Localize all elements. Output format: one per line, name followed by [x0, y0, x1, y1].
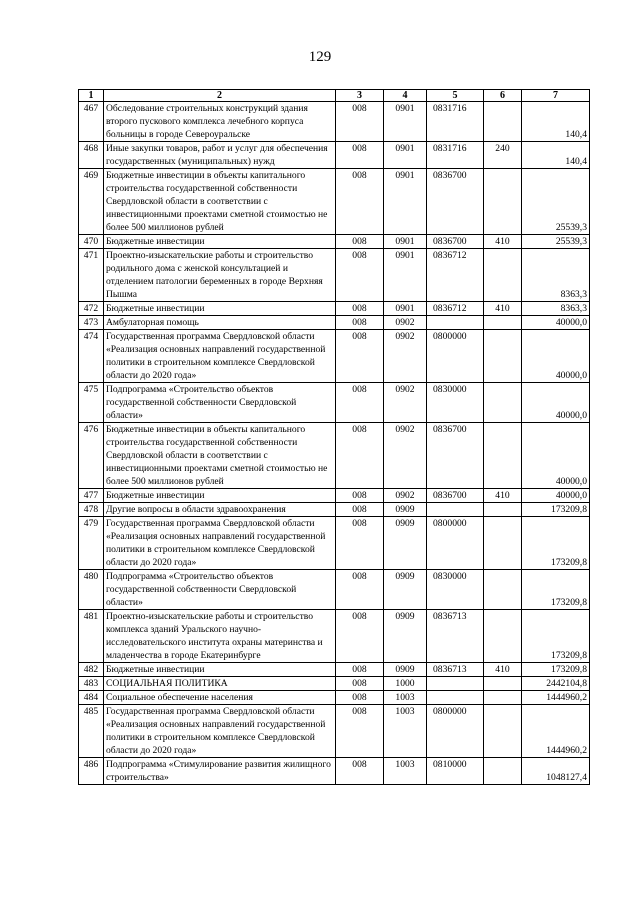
row-amount-cell: 1048127,4: [522, 758, 590, 785]
row-target-article-cell: 0810000: [427, 758, 484, 785]
row-expense-type-cell: [484, 677, 522, 691]
row-target-article-cell: 0831716: [427, 142, 484, 169]
row-target-article-cell: 0836712: [427, 249, 484, 302]
row-code-ministry-cell: 008: [336, 169, 384, 235]
row-section-cell: 0909: [384, 610, 427, 663]
row-section-cell: 1003: [384, 691, 427, 705]
row-amount-cell: 140,4: [522, 142, 590, 169]
header-cell: 2: [104, 90, 336, 102]
row-expense-type-cell: [484, 610, 522, 663]
header-cell: 6: [484, 90, 522, 102]
table-row: [79, 517, 590, 570]
row-name-cell: СОЦИАЛЬНАЯ ПОЛИТИКА: [104, 677, 336, 691]
row-name-cell: Другие вопросы в области здравоохранения: [104, 503, 336, 517]
row-expense-type-cell: 410: [484, 489, 522, 503]
row-expense-type-cell: [484, 705, 522, 758]
row-amount-cell: 40000,0: [522, 489, 590, 503]
row-target-article-cell: 0836700: [427, 489, 484, 503]
row-target-article-cell: 0830000: [427, 570, 484, 610]
row-code-ministry-cell: 008: [336, 235, 384, 249]
row-section-cell: 0901: [384, 102, 427, 142]
row-name-cell: Бюджетные инвестиции: [104, 235, 336, 249]
row-amount-cell: 1444960,2: [522, 691, 590, 705]
page-number: 129: [308, 49, 332, 65]
row-expense-type-cell: [484, 249, 522, 302]
row-amount-cell: 40000,0: [522, 383, 590, 423]
row-section-cell: 0902: [384, 489, 427, 503]
row-code-ministry-cell: 008: [336, 570, 384, 610]
row-number-cell: 481: [79, 610, 104, 663]
table-body: [79, 102, 590, 785]
row-expense-type-cell: 410: [484, 235, 522, 249]
row-amount-cell: 40000,0: [522, 316, 590, 330]
table-row: [79, 423, 590, 489]
row-name-cell: Социальное обеспечение населения: [104, 691, 336, 705]
row-name-cell: Проектно-изыскательские работы и строительство родильного дома с женской консультацией и отделением патологии беременных в городе Верхняя Пышма: [104, 249, 336, 302]
row-amount-cell: 25539,3: [522, 169, 590, 235]
table-row: [79, 102, 590, 142]
row-code-ministry-cell: 008: [336, 705, 384, 758]
row-name-cell: Бюджетные инвестиции в объекты капитального строительства государственной собственности Свердловской области в соответствии с инвестиционными проектами сметной стоимостью не более 500 миллионов рублей: [104, 169, 336, 235]
row-name-cell: Амбулаторная помощь: [104, 316, 336, 330]
row-target-article-cell: 0836700: [427, 169, 484, 235]
row-section-cell: 0909: [384, 663, 427, 677]
row-number-cell: 469: [79, 169, 104, 235]
row-number-cell: 474: [79, 330, 104, 383]
row-section-cell: 0901: [384, 235, 427, 249]
row-target-article-cell: [427, 677, 484, 691]
row-name-cell: Бюджетные инвестиции в объекты капитального строительства государственной собственности Свердловской области в соответствии с инвестиционными проектами сметной стоимостью не более 500 миллионов рублей: [104, 423, 336, 489]
row-code-ministry-cell: 008: [336, 489, 384, 503]
table-row: [79, 489, 590, 503]
row-code-ministry-cell: 008: [336, 249, 384, 302]
row-number-cell: 472: [79, 302, 104, 316]
budget-table: [78, 89, 590, 785]
row-code-ministry-cell: 008: [336, 102, 384, 142]
row-amount-cell: 173209,8: [522, 503, 590, 517]
table-row: [79, 503, 590, 517]
row-name-cell: Государственная программа Свердловской области «Реализация основных направлений государственной политики в строительном комплексе Свердловской области до 2020 года»: [104, 705, 336, 758]
row-number-cell: 471: [79, 249, 104, 302]
row-expense-type-cell: [484, 383, 522, 423]
row-section-cell: 1000: [384, 677, 427, 691]
row-number-cell: 484: [79, 691, 104, 705]
row-section-cell: 0902: [384, 423, 427, 489]
row-name-cell: Бюджетные инвестиции: [104, 489, 336, 503]
row-code-ministry-cell: 008: [336, 503, 384, 517]
table-row: [79, 235, 590, 249]
row-expense-type-cell: [484, 503, 522, 517]
table-row: [79, 302, 590, 316]
row-amount-cell: 8363,3: [522, 302, 590, 316]
row-code-ministry-cell: 008: [336, 517, 384, 570]
row-section-cell: 0909: [384, 517, 427, 570]
row-amount-cell: 40000,0: [522, 423, 590, 489]
row-number-cell: 486: [79, 758, 104, 785]
row-section-cell: 0901: [384, 249, 427, 302]
table-row: [79, 316, 590, 330]
row-amount-cell: 25539,3: [522, 235, 590, 249]
row-code-ministry-cell: 008: [336, 330, 384, 383]
row-section-cell: 1003: [384, 758, 427, 785]
row-number-cell: 473: [79, 316, 104, 330]
row-number-cell: 482: [79, 663, 104, 677]
row-code-ministry-cell: 008: [336, 302, 384, 316]
row-expense-type-cell: 240: [484, 142, 522, 169]
row-name-cell: Подпрограмма «Стимулирование развития жилищного строительства»: [104, 758, 336, 785]
row-section-cell: 0909: [384, 570, 427, 610]
row-target-article-cell: 0836713: [427, 663, 484, 677]
header-cell: 1: [79, 90, 104, 102]
row-section-cell: 0909: [384, 503, 427, 517]
row-section-cell: 0901: [384, 142, 427, 169]
table-row: [79, 610, 590, 663]
table-row: [79, 677, 590, 691]
row-code-ministry-cell: 008: [336, 663, 384, 677]
row-number-cell: 476: [79, 423, 104, 489]
row-code-ministry-cell: 008: [336, 383, 384, 423]
table-header-row: [79, 90, 590, 102]
row-amount-cell: 140,4: [522, 102, 590, 142]
row-number-cell: 483: [79, 677, 104, 691]
row-name-cell: Бюджетные инвестиции: [104, 663, 336, 677]
row-number-cell: 480: [79, 570, 104, 610]
row-number-cell: 478: [79, 503, 104, 517]
row-expense-type-cell: [484, 517, 522, 570]
row-expense-type-cell: [484, 423, 522, 489]
row-expense-type-cell: [484, 758, 522, 785]
row-number-cell: 479: [79, 517, 104, 570]
row-target-article-cell: 0836713: [427, 610, 484, 663]
table-row: [79, 663, 590, 677]
table-row: [79, 249, 590, 302]
row-code-ministry-cell: 008: [336, 423, 384, 489]
row-expense-type-cell: 410: [484, 663, 522, 677]
row-section-cell: 0902: [384, 330, 427, 383]
row-amount-cell: 1444960,2: [522, 705, 590, 758]
row-expense-type-cell: [484, 570, 522, 610]
row-section-cell: 0902: [384, 383, 427, 423]
row-number-cell: 475: [79, 383, 104, 423]
row-amount-cell: 40000,0: [522, 330, 590, 383]
row-amount-cell: 173209,8: [522, 663, 590, 677]
row-target-article-cell: 0836700: [427, 423, 484, 489]
row-expense-type-cell: [484, 691, 522, 705]
row-name-cell: Бюджетные инвестиции: [104, 302, 336, 316]
row-section-cell: 0901: [384, 302, 427, 316]
row-amount-cell: 2442104,8: [522, 677, 590, 691]
table-row: [79, 705, 590, 758]
row-name-cell: Обследование строительных конструкций здания второго пускового комплекса лечебного корпуса больницы в городе Североуральске: [104, 102, 336, 142]
row-code-ministry-cell: 008: [336, 142, 384, 169]
table-row: [79, 383, 590, 423]
row-target-article-cell: 0800000: [427, 330, 484, 383]
row-section-cell: 0902: [384, 316, 427, 330]
table-row: [79, 330, 590, 383]
row-target-article-cell: 0800000: [427, 705, 484, 758]
header-cell: 5: [427, 90, 484, 102]
row-number-cell: 485: [79, 705, 104, 758]
row-number-cell: 468: [79, 142, 104, 169]
row-name-cell: Подпрограмма «Строительство объектов государственной собственности Свердловской области»: [104, 383, 336, 423]
row-number-cell: 470: [79, 235, 104, 249]
row-expense-type-cell: [484, 330, 522, 383]
row-target-article-cell: 0836712: [427, 302, 484, 316]
table-row: [79, 142, 590, 169]
table-row: [79, 169, 590, 235]
row-expense-type-cell: 410: [484, 302, 522, 316]
row-target-article-cell: [427, 316, 484, 330]
row-code-ministry-cell: 008: [336, 316, 384, 330]
row-amount-cell: 8363,3: [522, 249, 590, 302]
row-target-article-cell: 0800000: [427, 517, 484, 570]
row-code-ministry-cell: 008: [336, 677, 384, 691]
row-expense-type-cell: [484, 102, 522, 142]
header-cell: 4: [384, 90, 427, 102]
table-row: [79, 570, 590, 610]
row-amount-cell: 173209,8: [522, 570, 590, 610]
row-name-cell: Иные закупки товаров, работ и услуг для обеспечения государственных (муниципальных) нужд: [104, 142, 336, 169]
row-number-cell: 467: [79, 102, 104, 142]
header-cell: 3: [336, 90, 384, 102]
row-name-cell: Государственная программа Свердловской области «Реализация основных направлений государственной политики в строительном комплексе Свердловской области до 2020 года»: [104, 517, 336, 570]
row-name-cell: Проектно-изыскательские работы и строительство комплекса зданий Уральского научно-исследовательского института охраны материнства и младенчества в городе Екатеринбурге: [104, 610, 336, 663]
row-target-article-cell: [427, 691, 484, 705]
row-number-cell: 477: [79, 489, 104, 503]
row-amount-cell: 173209,8: [522, 610, 590, 663]
table-row: [79, 758, 590, 785]
row-expense-type-cell: [484, 169, 522, 235]
header-cell: 7: [522, 90, 590, 102]
row-amount-cell: 173209,8: [522, 517, 590, 570]
row-code-ministry-cell: 008: [336, 610, 384, 663]
row-section-cell: 1003: [384, 705, 427, 758]
row-section-cell: 0901: [384, 169, 427, 235]
row-code-ministry-cell: 008: [336, 691, 384, 705]
row-expense-type-cell: [484, 316, 522, 330]
row-target-article-cell: [427, 503, 484, 517]
row-target-article-cell: 0831716: [427, 102, 484, 142]
row-target-article-cell: 0830000: [427, 383, 484, 423]
row-target-article-cell: 0836700: [427, 235, 484, 249]
row-name-cell: Государственная программа Свердловской области «Реализация основных направлений государственной политики в строительном комплексе Свердловской области до 2020 года»: [104, 330, 336, 383]
row-name-cell: Подпрограмма «Строительство объектов государственной собственности Свердловской области»: [104, 570, 336, 610]
table-row: [79, 691, 590, 705]
row-code-ministry-cell: 008: [336, 758, 384, 785]
